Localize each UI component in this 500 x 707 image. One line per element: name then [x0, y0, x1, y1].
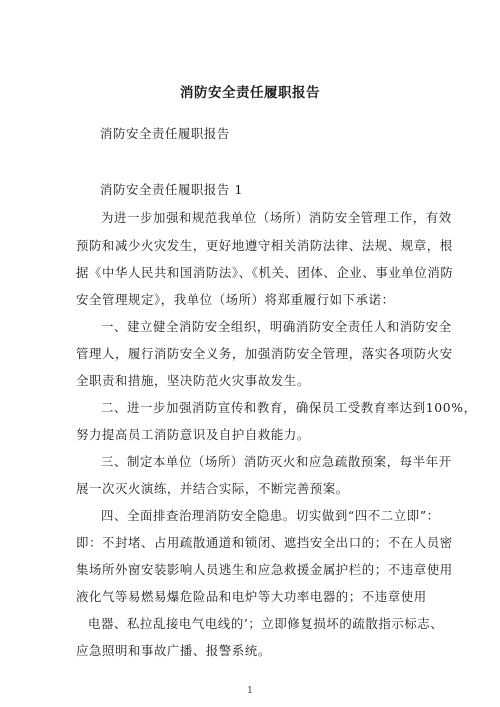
paragraph-line: 努力提高员工消防意识及自护自救能力。	[76, 427, 310, 442]
paragraph-line: 安全管理规定》，我单位（场所）将郑重履行如下承诺：	[76, 292, 395, 307]
document-title: 消防安全责任履职报告	[180, 85, 320, 101]
paragraph-line: 电器、私拉乱接电气电线的’；立即修复损坏的疏散指示标志、	[88, 616, 444, 631]
page-number: 1	[247, 686, 253, 696]
section-heading: 消防安全责任履职报告 1	[100, 182, 243, 197]
paragraph-line: 应急照明和事故广播、报警系统。	[76, 643, 271, 658]
paragraph-line: 即：不封堵、占用疏散通道和锁闭、遮挡安全出口的；不在人员密	[76, 535, 453, 550]
paragraph-line: 为进一步加强和规范我单位（场所）消防安全管理工作，有效	[101, 210, 452, 225]
paragraph-line: 据《中华人民共和国消防法》、《机关、团体、企业、事业单位消防	[76, 265, 454, 280]
paragraph-line: 管理人，履行消防安全义务，加强消防安全管理，落实各项防火安	[76, 346, 453, 361]
paragraph-line: 全职责和措施，坚决防范火灾事故发生。	[76, 373, 310, 388]
paragraph-line: 液化气等易燃易爆危险品和电炉等大功率电器的；不违章使用	[76, 589, 427, 604]
paragraph-line: 三、制定本单位（场所）消防灭火和应急疏散预案，每半年开	[101, 454, 452, 469]
paragraph-line: 展一次灭火演练，并结合实际，不断完善预案。	[76, 481, 349, 496]
paragraph-line: 预防和减少火灾发生，更好地遵守相关消防法律、法规、规章，根	[76, 238, 453, 253]
document-subtitle: 消防安全责任履职报告	[100, 126, 230, 141]
paragraph-line: 集场所外窗安装影响人员逃生和应急救援金属护栏的；不违章使用	[76, 562, 453, 577]
paragraph-line: 一、建立健全消防安全组织，明确消防安全责任人和消防安全	[101, 319, 452, 334]
paragraph-line: 四、全面排查治理消防安全隐患。切实做到“四不二立即”：	[101, 508, 440, 523]
paragraph-line: 二、进一步加强消防宣传和教育，确保员工受教育率达到100%，	[101, 400, 477, 415]
